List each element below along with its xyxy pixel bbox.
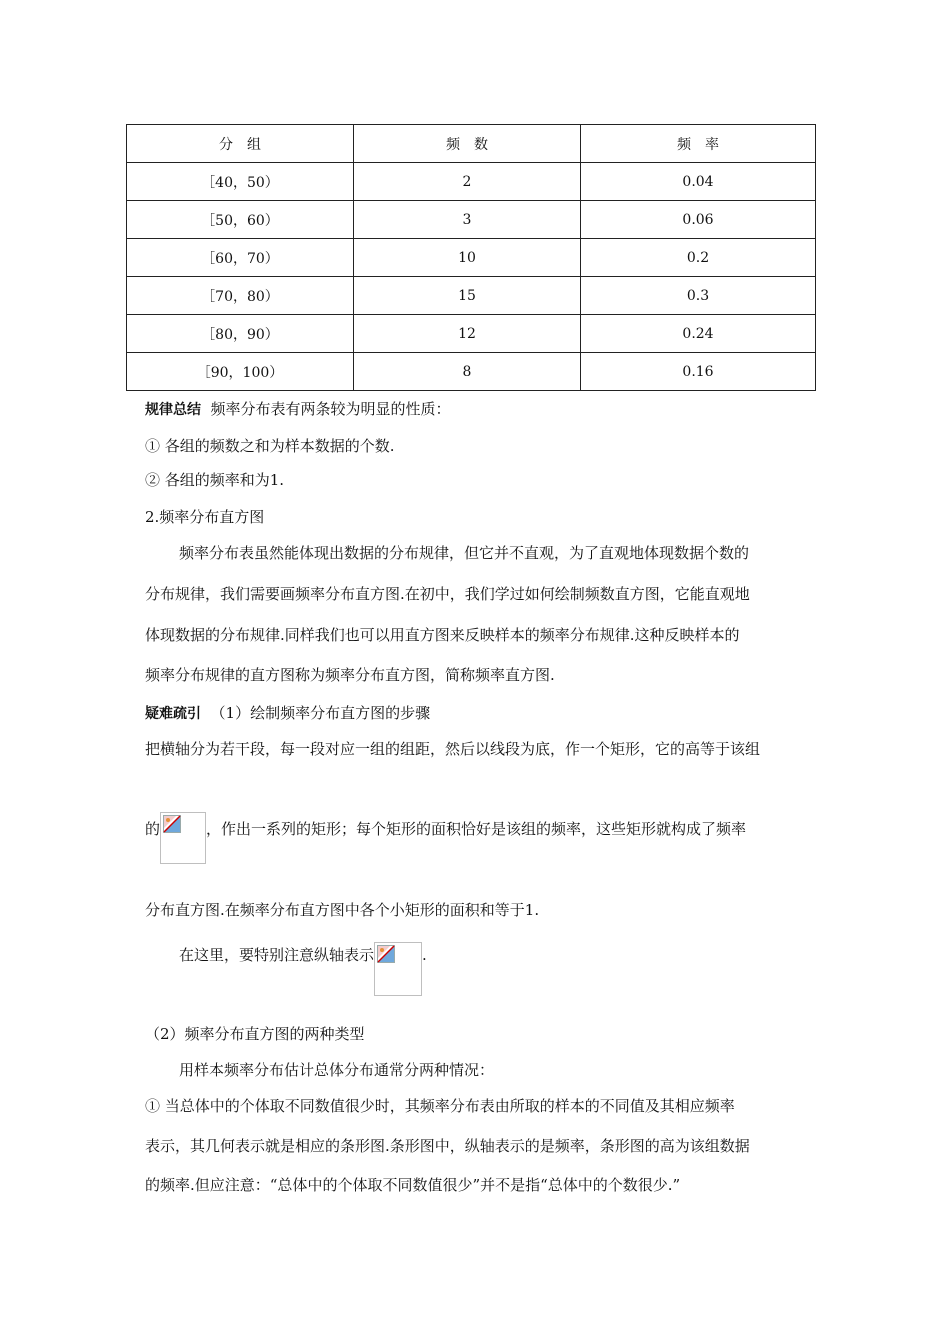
table-cell: 10: [354, 239, 581, 277]
table-row: [127, 315, 816, 353]
table-cell: ［40，50）: [127, 163, 354, 201]
table-cell: 15: [354, 277, 581, 315]
text-segment: 在这里，要特别注意纵轴表示: [179, 946, 375, 964]
table-cell: 0.04: [581, 163, 816, 201]
summary-text: 频率分布表有两条较为明显的性质：: [210, 400, 451, 418]
subsection-title: （2）频率分布直方图的两种类型: [145, 1025, 365, 1043]
table-cell: ［60，70）: [127, 239, 354, 277]
summary-line: [145, 398, 451, 419]
header-cell: 频 率: [581, 125, 816, 163]
paragraph-line: 体现数据的分布规律.同样我们也可以用直方图来反映样本的频率分布规律.这种反映样本的: [145, 626, 740, 644]
paragraph-line: 用样本频率分布估计总体分布通常分两种情况：: [179, 1061, 495, 1079]
table-cell: ［70，80）: [127, 277, 354, 315]
table-row: [127, 353, 816, 391]
table-cell: ［50，60）: [127, 201, 354, 239]
text-segment: ，作出一系列的矩形；每个矩形的面积恰好是该组的频率，这些矩形就构成了频率: [206, 820, 747, 838]
paragraph-line: 的频率.但应注意：“总体中的个体取不同数值很少”并不是指“总体中的个数很少.”: [145, 1176, 681, 1194]
text-segment: 的: [145, 820, 161, 838]
header-cell: 频 数: [354, 125, 581, 163]
difficulty-title: （1）绘制频率分布直方图的步骤: [210, 704, 431, 722]
text-segment: .: [422, 946, 427, 964]
difficulty-label: 疑难疏引: [145, 706, 201, 722]
paragraph-line-with-image: [179, 944, 427, 996]
table-row: [127, 277, 816, 315]
summary-label: 规律总结: [145, 402, 201, 418]
paragraph-line: 频率分布表虽然能体现出数据的分布规律，但它并不直观，为了直观地体现数据个数的: [179, 544, 750, 562]
table-cell: 12: [354, 315, 581, 353]
table-cell: ［90，100）: [127, 353, 354, 391]
paragraph-line: 分布规律，我们需要画频率分布直方图.在初中，我们学过如何绘制频数直方图，它能直观地: [145, 585, 750, 603]
summary-item-1: ① 各组的频数之和为样本数据的个数.: [145, 437, 395, 455]
table-cell: 0.3: [581, 277, 816, 315]
header-cell: 分 组: [127, 125, 354, 163]
difficulty-line: [145, 702, 430, 723]
table-header-row: [127, 125, 816, 163]
table-cell: ［80，90）: [127, 315, 354, 353]
paragraph-line: 分布直方图.在频率分布直方图中各个小矩形的面积和等于1.: [145, 901, 540, 919]
table-row: [127, 163, 816, 201]
paragraph-line-with-image: [145, 818, 746, 864]
table-row: [127, 239, 816, 277]
section-heading: 2.频率分布直方图: [145, 508, 265, 526]
table-cell: 0.24: [581, 315, 816, 353]
frequency-table: [126, 124, 816, 391]
table-cell: 3: [354, 201, 581, 239]
table-cell: 0.06: [581, 201, 816, 239]
paragraph-line: 表示，其几何表示就是相应的条形图.条形图中，纵轴表示的是频率，条形图的高为该组数据: [145, 1137, 750, 1155]
table-cell: 8: [354, 353, 581, 391]
paragraph-line: 频率分布规律的直方图称为频率分布直方图，简称频率直方图.: [145, 666, 555, 684]
table-row: [127, 201, 816, 239]
paragraph-line: 把横轴分为若干段，每一段对应一组的组距，然后以线段为底，作一个矩形，它的高等于该组: [145, 740, 761, 758]
paragraph-line: ① 当总体中的个体取不同数值很少时，其频率分布表由所取的样本的不同值及其相应频率: [145, 1097, 735, 1115]
table-cell: 0.16: [581, 353, 816, 391]
table-cell: 2: [354, 163, 581, 201]
broken-image-icon: [160, 812, 206, 864]
broken-image-icon: [374, 942, 422, 996]
table-cell: 0.2: [581, 239, 816, 277]
summary-item-2: ② 各组的频率和为1.: [145, 471, 285, 489]
